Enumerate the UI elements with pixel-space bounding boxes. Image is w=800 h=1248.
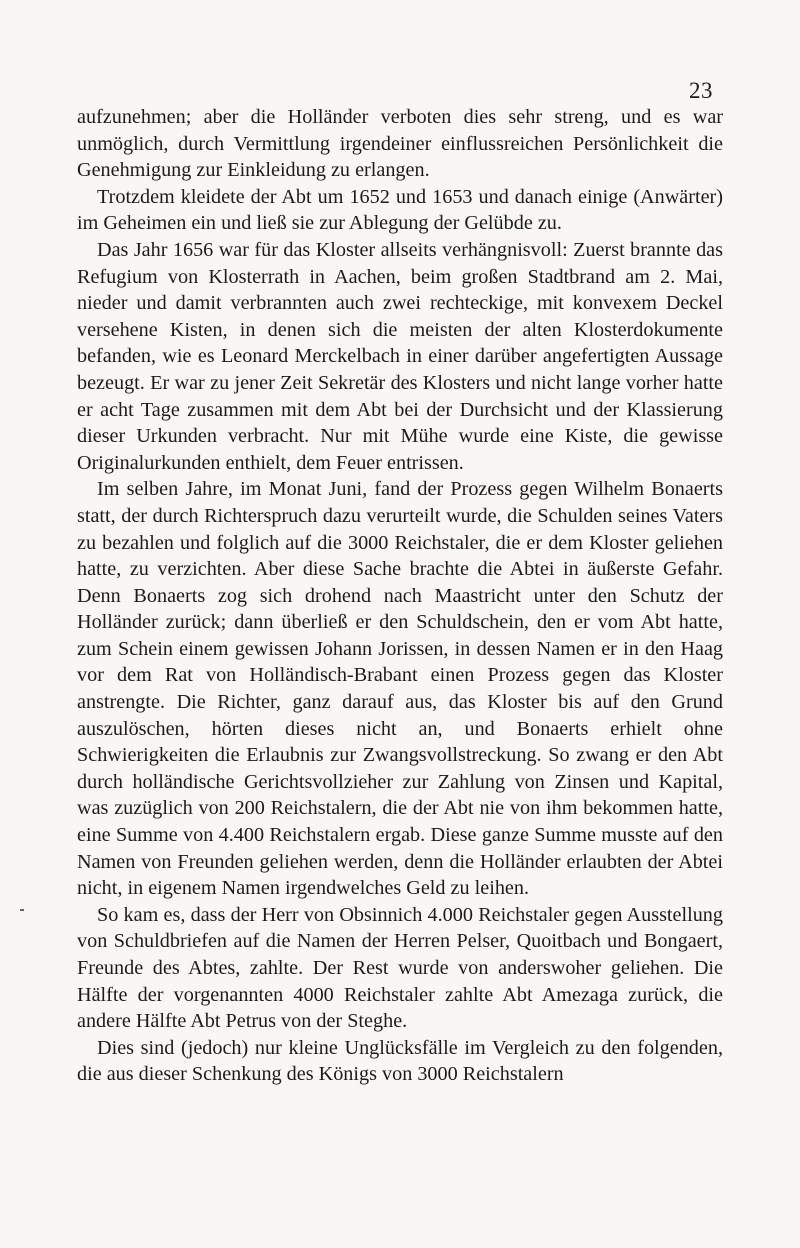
paragraph-2: Trotzdem kleidete der Abt um 1652 und 1653 und danach einige (Anwärter) im Geheimen ein und ließ sie zur Ablegung der Gelübde zu.	[77, 185, 723, 235]
paragraph-1: aufzunehmen; aber die Holländer verboten dies sehr streng, und es war unmöglich, durch Vermittlung irgendeiner einflussreichen Persönlichkeit die Genehmigung zur Einkleidung zu erlangen.	[77, 106, 723, 182]
page-number: 23	[689, 78, 713, 103]
body-text	[77, 104, 723, 1088]
paragraph-4: Im selben Jahre, im Monat Juni, fand der Prozess gegen Wilhelm Bonaerts statt, der durch Richterspruch dazu verurteilt wurde, die Schulden seines Vaters zu bezahlen und folglich auf die 3000 Reichstaler, die er dem Kloster geliehen hatte, zu verzichten. Aber diese Sache brachte die Abtei in äußerste Gefahr. Denn Bonaerts zog sich drohend nach Maastricht unter den Schutz der Holländer zurück; dann überließ er den Schuldschein, den er vom Abt hatte, zum Schein einem gewissen Johann Jorissen, in dessen Namen er in den Haag vor dem Rat von Holländisch-Brabant einen Prozess gegen das Kloster anstrengte. Die Richter, ganz darauf aus, das Kloster bis auf den Grund auszulöschen, hörten dieses nicht an, und Bonaerts erhielt ohne Schwierigkeiten die Erlaubnis zur Zwangsvollstreckung. So zwang er den Abt durch holländische Gerichtsvollzieher zur Zahlung von Zinsen und Kapital, was zuzüglich von 200 Reichstalern, die der Abt nie von ihm bekommen hatte, eine Summe von 4.400 Reichstalern ergab. Diese ganze Summe musste auf den Namen von Freunden geliehen werden, denn die Holländer erlaubten der Abtei nicht, in eigenem Namen irgendwelches Geld zu leihen.	[77, 478, 723, 900]
margin-mark	[20, 909, 24, 911]
paragraph-5: So kam es, dass der Herr von Obsinnich 4.000 Reichstaler gegen Ausstellung von Schuldbriefen auf die Namen der Herren Pelser, Quoitbach und Bongaert, Freunde des Abtes, zahlte. Der Rest wurde von anderswoher geliehen. Die Hälfte der vorgenannten 4000 Reichstaler zahlte Abt Amezaga zurück, die andere Hälfte Abt Petrus von der Steghe.	[77, 903, 723, 1033]
paragraph-6: Dies sind (jedoch) nur kleine Unglücksfälle im Vergleich zu den folgenden, die aus dieser Schenkung des Königs von 3000 Reichstalern	[77, 1036, 723, 1086]
paragraph-3: Das Jahr 1656 war für das Kloster allseits verhängnisvoll: Zuerst brannte das Refugium von Klosterrath in Aachen, beim großen Stadtbrand am 2. Mai, nieder und damit verbrannten auch zwei rechteckige, mit konvexem Deckel versehene Kisten, in denen sich die meisten der alten Klosterdokumente befanden, wie es Leonard Merckelbach in einer darüber angefertigten Aussage bezeugt. Er war zu jener Zeit Sekretär des Klosters und nicht lange vorher hatte er acht Tage zusammen mit dem Abt bei der Durchsicht und der Klassierung dieser Urkunden verbracht. Nur mit Mühe wurde eine Kiste, die gewisse Originalurkunden enthielt, dem Feuer entrissen.	[77, 238, 723, 474]
